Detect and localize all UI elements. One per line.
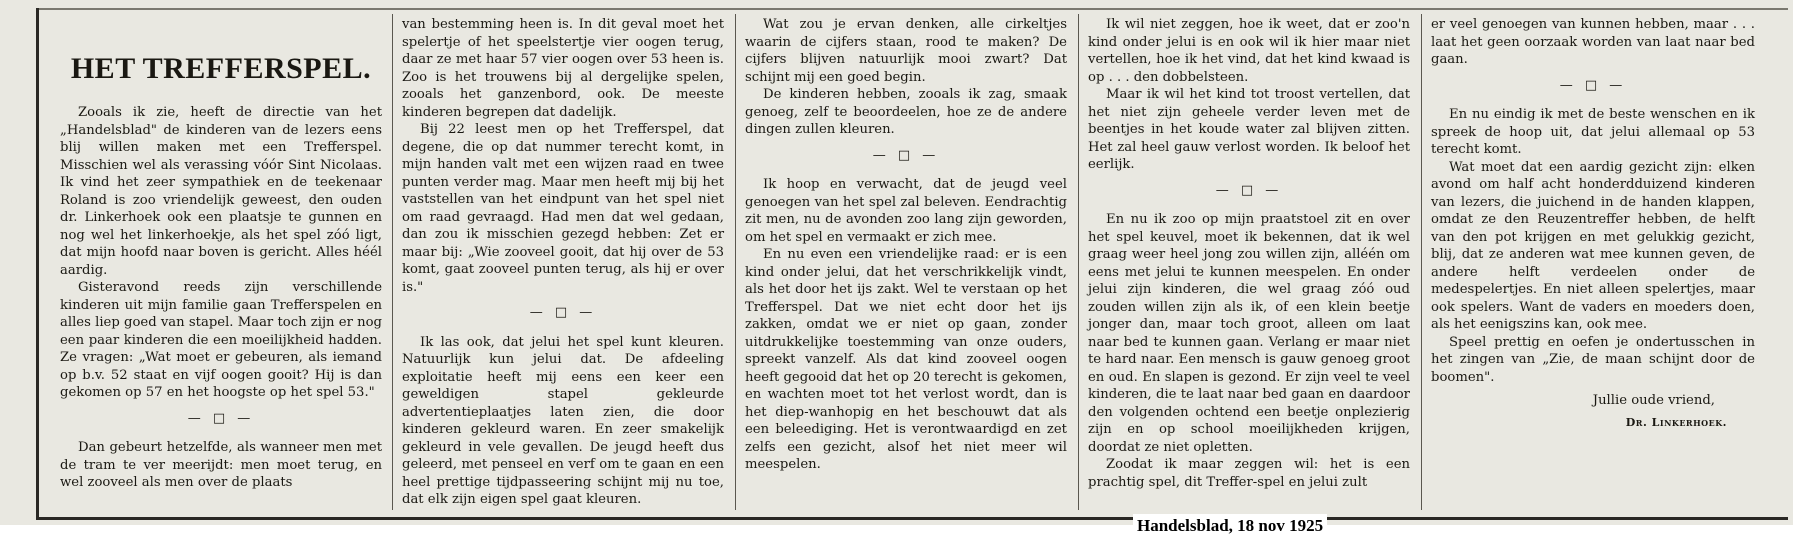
paragraph: En nu ik zoo op mijn praatstoel zit en over het spel keuvel, moet ik bekennen, dat ik wel graag weer heel jong zou willen zijn, alléén om eens met jelui te kunnen meespelen. En onder jelui zijn kinderen, die wel graag zóó oud zouden willen zijn als ik, of een klein beetje jonger dan, maar toch groot, alleen om laat naar bed te kunnen gaan. Verlang er maar niet te hard naar. Een mensch is gauw genoeg groot en oud. En slapen is gezond. Er zijn veel te veel kinderen, die te laat naar bed gaan en daardoor den volgenden ochtend een beetje onplezierig zijn en op school moeilijkheden krijgen, doordat ze niet opletten. [1088, 212, 1410, 455]
paragraph: van bestemming heen is. In dit geval moet het spelertje of het speelstertje vier oogen terug, daar ze met haar 57 vier oogen over 53 heen is. Zoo is het trouwens bij al dergelijke spelen, zooals het ganzenbord, ook. De meeste kinderen begrepen dat dadelijk. [402, 17, 724, 120]
section-divider: — □ — [1559, 77, 1627, 93]
paragraph: Ik wil niet zeggen, hoe ik weet, dat er zoo'n kind onder jelui is en ook wil ik hier maar niet vertellen, hoe ik het vind, dat het kind kwaad is op . . . den dobbelsteen. [1088, 17, 1410, 85]
paragraph: Ik hoop en verwacht, dat de jeugd veel genoegen van het spel zal beleven. Eendrachtig zit men, nu de avonden zoo lang zijn geworden, om het spel en vermaakt er zich mee. [745, 177, 1067, 245]
section-divider: — □ — [187, 410, 255, 426]
section-divider: — □ — [529, 305, 597, 320]
paragraph: Zoodat ik maar zeggen wil: het is een prachtig spel, dit Treffer-spel en jelui zult [1088, 457, 1410, 490]
article-column-3 [745, 16, 1067, 496]
paragraph: Wat moet dat een aardig gezicht zijn: elken avond om half acht honderdduizend kinderen van lezers, die juichend in de handen klappen, omdat ze den Reuzentreffer hebben, de helft van den pot krijgen en met gelukkig gezicht, blij, dat ze anderen wat mee kunnen geven, de andere helft verdeelen onder de medespelertjes. En niet alleen spelertjes, maar ook spelers. Want de vaders en moeders doen, als het eenigszins kan, ook mee. [1431, 159, 1755, 332]
paragraph: Speel prettig en oefen je ondertusschen in het zingen van „Zie, de maan schijnt door de boomen". [1431, 334, 1755, 385]
paragraph: En nu eindig ik met de beste wenschen en ik spreek de hoop uit, dat jelui allemaal op 53 terecht komt. [1431, 107, 1755, 157]
article-column-2 [402, 16, 724, 507]
article-column-1 [60, 16, 382, 496]
column-rule [1078, 14, 1079, 510]
article-headline: HET TREFFERSPEL. [70, 52, 372, 85]
author-signature: Dr. Linkerhoek. [1625, 415, 1727, 429]
column-rule [1421, 14, 1422, 510]
column-rule [735, 14, 736, 510]
paragraph: De kinderen hebben, zooals ik zag, smaak genoeg, zelf te beoordeelen, hoe ze de andere dingen zullen kleuren. [745, 87, 1067, 137]
paragraph: Maar ik wil het kind tot troost vertellen, dat het niet zijn geheele verder leven met de beentjes in het koude water zal blijven zitten. Het zal heel gauw verlost worden. Ik beloof het eerlijk. [1088, 87, 1410, 172]
source-caption: Handelsblad, 18 nov 1925 [1133, 514, 1327, 538]
paragraph: Zooals ik zie, heeft de directie van het „Handelsblad" de kinderen van de lezers eens blij willen maken met een Trefferspel. Misschien wel als verassing vóór Sint Nicolaas. Ik vind het zeer sympathiek en de teekenaar Roland is zoo vriendelijk geweest, den ouden dr. Linkerhoek ook een plaatsje te gunnen en nog wel het linkerhoekje, als het spel zóó ligt, dat mijn hoofd naar boven is gericht. Alles héél aardig. [60, 105, 382, 278]
column-rule [392, 14, 393, 510]
paragraph: Wat zou je ervan denken, alle cirkeltjes waarin de cijfers staan, rood te maken? De cijfers blijven natuurlijk mooi zwart? Dat schijnt mij een goed begin. [745, 17, 1067, 85]
paragraph: Ik las ook, dat jelui het spel kunt kleuren. Natuurlijk kun jelui dat. De afdeeling exploitatie heeft mij eens een keer een geweldigen stapel gekleurde advertentieplaatjes laten zien, die door kinderen gekleurd waren. En zeer smakelijk gekleurd in vele gevallen. De jeugd heeft dus geleerd, met penseel en verf om te gaan en een heel prettige tijdpasseering schijnt mij nu toe, dat elk zijn eigen spel gaat kleuren. [402, 334, 724, 507]
article-column-5 [1431, 16, 1755, 496]
paragraph: er veel genoegen van kunnen hebben, maar . . . laat het geen oorzaak worden van laat naar bed gaan. [1431, 17, 1755, 67]
section-divider: — □ — [872, 147, 940, 163]
paragraph: Dan gebeurt hetzelfde, als wanneer men met de tram te ver meerijdt: men moet terug, en wel zooveel als men over de plaats [60, 440, 382, 490]
paragraph: En nu even een vriendelijke raad: er is een kind onder jelui, dat het verschrikkelijk vindt, als het door het ijs zakt. Wel te verstaan op het Trefferspel. Dat we niet echt door het ijs zakken, omdat we er niet op gaan, zonder uitdrukkelijke toestemming van onze ouders, spreekt vanzelf. Als dat kind zooveel oogen heeft gegooid dat het op 20 terecht is gekomen, en wachten moet tot het verlost wordt, dan is het diep-wanhopig en het beschouwt dat als een beleediging. Het is verontwaardigd en zet zelfs een gezicht, alsof het niet meer wil meespelen. [745, 247, 1067, 472]
section-divider: — □ — [1215, 182, 1283, 198]
closing-line: Jullie oude vriend, [1592, 393, 1715, 408]
article-column-4 [1088, 16, 1410, 496]
paragraph: Gisteravond reeds zijn verschillende kinderen uit mijn familie gaan Trefferspelen en alles liep goed van stapel. Maar toch zijn er nog een paar kinderen die een moeilijkheid hadden. Ze vragen: „Wat moet er gebeuren, als iemand op b.v. 52 staat en vijf oogen gooit? Hij is dan gekomen op 57 en het hoogste op het spel 53." [60, 280, 382, 400]
paragraph: Bij 22 leest men op het Trefferspel, dat degene, die op dat nummer terecht komt, in mijn handen valt met een wijzen raad en twee punten verder mag. Maar men heeft mij bij het vaststellen van het eindpunt van het spel niet om raad gevraagd. Had men dat wel gedaan, dan zou ik misschien gezegd hebben: Zet er maar bij: „Wie zooveel gooit, dat hij over de 53 komt, gaat zooveel punten terug, als hij er over is." [402, 122, 724, 295]
